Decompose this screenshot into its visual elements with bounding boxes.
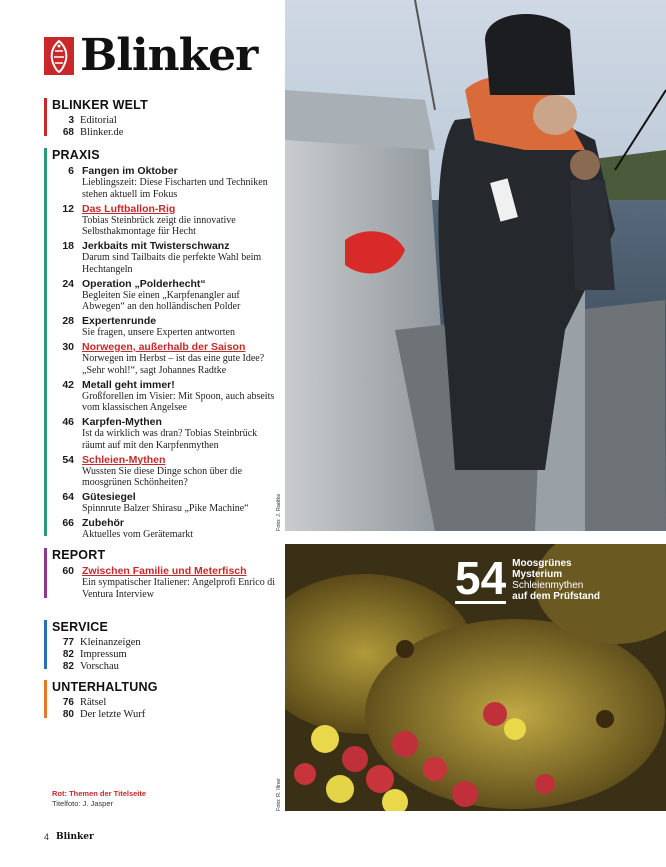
entry-title: Zubehör <box>82 517 124 529</box>
toc-entry[interactable] <box>52 278 277 313</box>
page-number: 82 <box>62 661 74 672</box>
page-number: 46 <box>62 416 74 428</box>
page-number: 60 <box>62 565 74 577</box>
toc-entry[interactable] <box>52 240 277 275</box>
footer-brand: Blinker <box>56 832 94 842</box>
page-number: 30 <box>62 341 74 353</box>
toc-entry[interactable] <box>52 341 277 376</box>
page-number: 82 <box>62 649 74 660</box>
page-number: 3 <box>68 115 74 126</box>
entry-title-cover-topic: Norwegen, außerhalb der Saison <box>82 341 246 353</box>
entry-title: Metall geht immer! <box>82 378 175 391</box>
section-color-bar <box>44 620 47 669</box>
entry-description: Ein sympatischer Italiener: Angelprofi Enrico di Ventura Interview <box>82 577 275 600</box>
toc-entry[interactable] <box>52 491 277 515</box>
entry-description: Sie fragen, unsere Experten antworten <box>82 327 235 338</box>
section-color-bar <box>44 548 47 598</box>
entry-description: Tobias Steinbrück zeigt die innovative Selbsthakmontage für Hecht <box>82 214 236 237</box>
section-unterhaltung <box>44 680 274 720</box>
page-number: 28 <box>62 315 74 327</box>
magazine-logo <box>44 30 258 81</box>
entry-title: Expertenrunde <box>82 315 157 327</box>
section-color-bar <box>44 680 47 718</box>
anglers-boat-photo[interactable] <box>285 0 666 531</box>
toc-entry[interactable] <box>52 165 277 200</box>
toc-entry[interactable] <box>52 203 277 238</box>
entry-title: Fangen im Oktober <box>82 165 178 177</box>
entry-title-cover-topic: Zwischen Familie und Meterfisch <box>82 565 247 577</box>
entry-title: Karpfen-Mythen <box>82 416 162 428</box>
toc-entry[interactable] <box>52 416 277 451</box>
entry-title: Vorschau <box>80 661 119 672</box>
feature-page-number: 54 <box>455 552 507 604</box>
entry-title: Kleinanzeigen <box>80 637 141 648</box>
entry-title: Editorial <box>80 115 117 126</box>
entry-title: Impressum <box>80 649 127 660</box>
entry-description: Großforellen im Visier: Mit Spoon, auch abseits vom klassischen Angelsee <box>82 390 275 413</box>
section-title: REPORT <box>52 548 106 562</box>
entry-title: Rätsel <box>80 697 107 708</box>
page-number: 6 <box>68 165 74 177</box>
toc-entry[interactable] <box>52 517 277 541</box>
entry-title: Gütesiegel <box>82 491 136 503</box>
toc-entry[interactable] <box>52 379 277 414</box>
entry-description: Ist da wirklich was dran? Tobias Steinbrück räumt auf mit den Karpfenmythen <box>82 428 258 451</box>
teaser-line: Schleienmythen <box>512 580 584 591</box>
page-number: 64 <box>62 491 74 503</box>
photo-credit-top: Foto: J. Radtke <box>276 493 282 531</box>
section-title: PRAXIS <box>52 148 100 162</box>
section-service <box>44 620 274 670</box>
section-title: BLINKER WELT <box>52 98 148 112</box>
entry-description: Wussten Sie diese Dinge schon über die moosgrünen Schönheiten? <box>82 465 243 488</box>
section-title: UNTERHALTUNG <box>52 680 158 694</box>
toc-entry[interactable] <box>52 661 277 673</box>
page-footer <box>44 832 94 842</box>
entry-description: Darum sind Tailbaits die perfekte Wahl beim Hechtangeln <box>82 252 262 275</box>
toc-entry[interactable] <box>52 637 277 649</box>
toc-entry[interactable] <box>52 565 277 600</box>
teaser-line: auf dem Prüfstand <box>512 591 600 602</box>
cover-topics-note: Rot: Themen der Titelseite <box>52 789 147 798</box>
entry-title-cover-topic: Das Luftballon-Rig <box>82 202 176 215</box>
page-number: 54 <box>62 453 74 466</box>
page-number: 12 <box>62 202 74 215</box>
page-number: 24 <box>62 277 74 290</box>
entry-description: Spinnrute Balzer Shirasu „Pike Machine“ <box>82 503 249 514</box>
entry-title-cover-topic: Schleien-Mythen <box>82 453 166 466</box>
toc-entry[interactable] <box>52 649 277 661</box>
toc-entry[interactable] <box>52 115 277 127</box>
page-number: 68 <box>62 127 74 138</box>
page-number: 42 <box>62 378 74 391</box>
toc-entry[interactable] <box>52 127 277 139</box>
entry-title: Jerkbaits mit Twisterschwanz <box>82 240 230 252</box>
section-color-bar <box>44 148 47 536</box>
page-number: 77 <box>62 637 74 648</box>
entry-title: Der letzte Wurf <box>80 709 146 720</box>
fish-logo-icon <box>44 37 74 75</box>
toc-entry[interactable] <box>52 315 277 339</box>
entry-description: Norwegen im Herbst – ist das eine gute Idee? „Sehr wohl!“, sagt Johannes Radtke <box>82 353 265 376</box>
feature-teaser[interactable] <box>455 552 600 604</box>
teaser-line: Moosgrünes <box>512 558 572 569</box>
page-number: 76 <box>62 697 74 708</box>
entry-description: Aktuelles vom Gerätemarkt <box>82 529 194 540</box>
toc-entry[interactable] <box>52 709 277 721</box>
photo-credit-bottom: Foto: R. Illner <box>276 777 282 811</box>
logo-wordmark: Blinker <box>80 30 258 81</box>
cover-photo-credit: Titelfoto: J. Jasper <box>52 799 113 808</box>
page-number: 18 <box>62 240 74 252</box>
page-number-footer: 4 <box>44 832 50 842</box>
section-praxis <box>44 148 274 538</box>
section-report <box>44 548 274 600</box>
entry-title: Operation „Polderhecht“ <box>82 277 206 290</box>
teaser-line: Mysterium <box>512 569 563 580</box>
entry-description: Lieblingszeit: Diese Fischarten und Techniken stehen aktuell im Fokus <box>82 177 268 200</box>
entry-title: Blinker.de <box>80 127 124 138</box>
section-color-bar <box>44 98 47 136</box>
section-title: SERVICE <box>52 620 109 634</box>
entry-description: Begleiten Sie einen „Karpfenangler auf Abwegen“ an den holländischen Polder <box>82 289 241 312</box>
toc-entry[interactable] <box>52 697 277 709</box>
toc-entry[interactable] <box>52 454 277 489</box>
page-number: 80 <box>62 709 74 720</box>
section-blinker-welt <box>44 98 274 138</box>
page-number: 66 <box>62 517 74 529</box>
